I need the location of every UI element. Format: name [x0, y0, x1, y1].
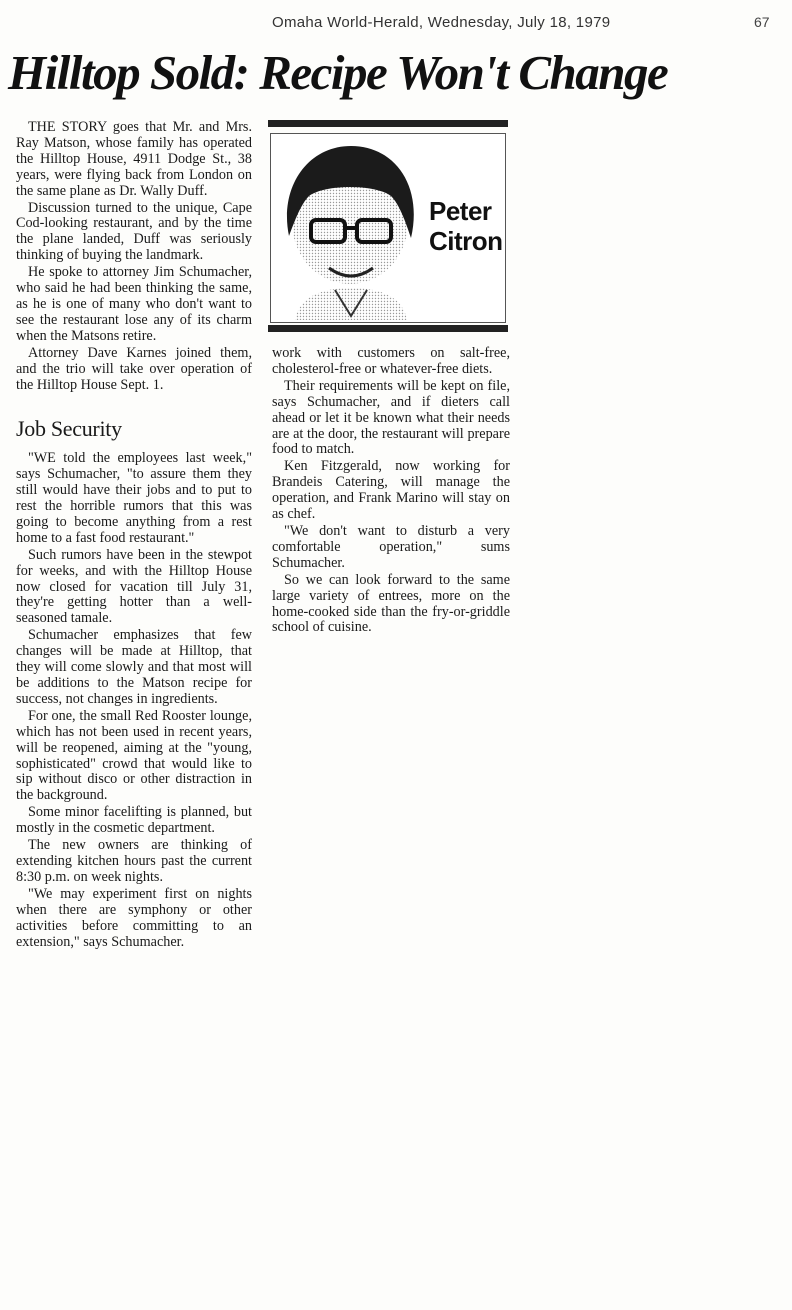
paragraph: work with customers on salt-free, cholesterol-free or whatever-free diets.	[272, 345, 510, 377]
article-column-1	[16, 120, 252, 951]
columnist-first-name: Peter	[429, 196, 492, 226]
article-column-2	[272, 346, 510, 637]
columnist-byline-box	[268, 120, 508, 332]
paragraph: The new owners are thinking of extending kitchen hours past the current 8:30 p.m. on week nights.	[16, 837, 252, 885]
paragraph: "We don't want to disturb a very comfortable operation," sums Schumacher.	[272, 522, 510, 571]
paragraph: For one, the small Red Rooster lounge, which has not been used in recent years, will be reopened, aiming at the "young, sophisticated" crowd that would like to sip without disco or other distraction in the background.	[16, 707, 252, 804]
paragraph: Such rumors have been in the stewpot for weeks, and with the Hilltop House now closed for vacation till July 31, they're getting hotter than a well-seasoned tamale.	[16, 546, 252, 627]
headline: Hilltop Sold: Recipe Won't Change	[8, 45, 668, 100]
columnist-name	[429, 196, 503, 256]
paragraph: "WE told the employees last week," says Schumacher, "to assure them they still would have their jobs and to put to rest the horrible rumors that this was going to become anything from a rest home to a fast food restaurant."	[16, 450, 252, 546]
paragraph: Ken Fitzgerald, now working for Brandeis Catering, will manage the operation, and Frank Marino will stay on as chef.	[272, 458, 510, 523]
subhead: Job Security	[16, 416, 122, 442]
page-number: 67	[754, 14, 770, 30]
paragraph: He spoke to attorney Jim Schumacher, who said he had been thinking the same, as he is one of many who don't want to see the restaurant lose any of its charm when the Matsons retire.	[16, 264, 252, 344]
paragraph: Their requirements will be kept on file, says Schumacher, and if dieters call ahead or let it be known what their needs are at the door, the restaurant will prepare food to match.	[272, 377, 510, 458]
paragraph: THE STORY goes that Mr. and Mrs. Ray Matson, whose family has operated the Hilltop House, 4911 Dodge St., 38 years, were flying back from London on the same plane as Dr. Wally Duff.	[16, 119, 252, 199]
paragraph: Some minor facelifting is planned, but mostly in the cosmetic department.	[16, 804, 252, 837]
paragraph: Attorney Dave Karnes joined them, and the trio will take over operation of the Hilltop House Sept. 1.	[16, 344, 252, 393]
dateline: Omaha World-Herald, Wednesday, July 18, 1979	[272, 14, 611, 31]
byline-frame	[270, 133, 506, 323]
paragraph: So we can look forward to the same large variety of entrees, more on the home-cooked side than the fry-or-griddle school of cuisine.	[272, 571, 510, 636]
paragraph: "We may experiment first on nights when there are symphony or other activities before committing to an extension," says Schumacher.	[16, 885, 252, 950]
columnist-photo	[275, 138, 425, 320]
paragraph: Schumacher emphasizes that few changes will be made at Hilltop, that they will come slowly and that most will be additions to the Matson recipe for success, not changes in ingredients.	[16, 627, 252, 707]
columnist-last-name: Citron	[429, 226, 503, 256]
paragraph: Discussion turned to the unique, Cape Cod-looking restaurant, and by the time the plane landed, Duff was seriously thinking of buying the landmark.	[16, 199, 252, 264]
